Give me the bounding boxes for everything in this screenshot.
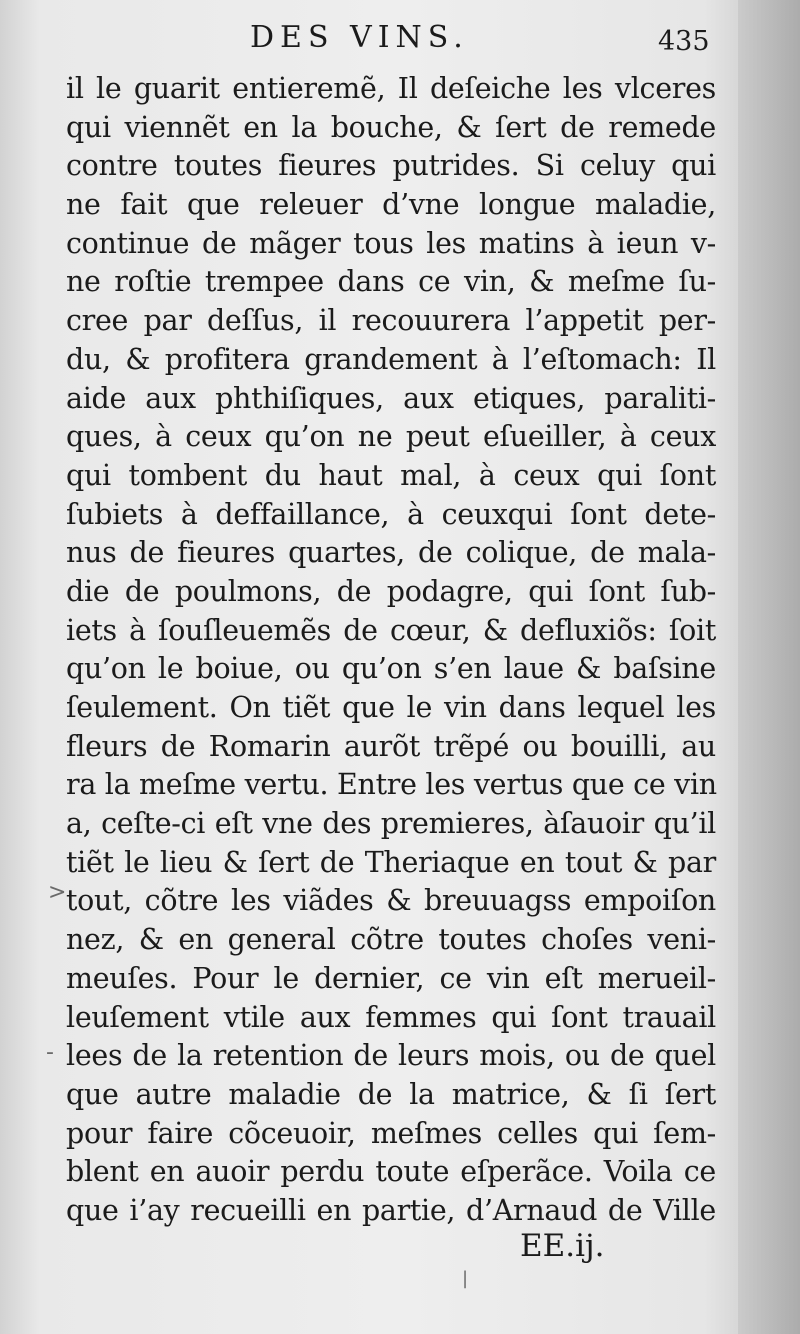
margin-mark: > — [48, 880, 67, 905]
page-number: 435 — [658, 26, 710, 57]
margin-mark: | — [462, 1268, 469, 1289]
text-line: qu’on le boiue, ou qu’on s’en laue & baſsine — [66, 652, 716, 686]
text-line: a, ceſte-ci eſt vne des premieres, àſauoir qu’il — [66, 807, 716, 841]
text-line: que autre maladie de la matrice, & ſi ſert — [66, 1077, 716, 1111]
text-line: leuſement vtile aux femmes qui ſont trauail — [66, 1000, 716, 1034]
text-line: tiẽt le lieu & ſert de Theriaque en tout & par — [66, 845, 716, 879]
text-line: iets à ſouſleuemẽs de cœur, & defluxiõs: ſoit — [66, 613, 716, 647]
text-line: ſeulement. On tiẽt que le vin dans lequel les — [66, 691, 716, 724]
body-text — [66, 70, 716, 1231]
text-line: pour faire cõceuoir, meſmes celles qui ſem- — [66, 1116, 716, 1150]
text-line: ne fait que releuer d’vne longue maladie, — [66, 188, 716, 222]
page-edge-shadow — [738, 0, 800, 1334]
text-line: qui tombent du haut mal, à ceux qui ſont — [66, 458, 716, 492]
text-line: contre toutes fieures putrides. Si celuy qui — [66, 149, 716, 183]
margin-mark: - — [46, 1040, 54, 1065]
text-line: nus de fieures quartes, de colique, de mala- — [66, 536, 716, 570]
signature-mark: EE.ij. — [520, 1228, 605, 1264]
text-line: meuſes. Pour le dernier, ce vin eſt merueil- — [66, 961, 716, 995]
text-line: continue de mãger tous les matins à ieun v- — [66, 226, 716, 260]
text-line: il le guarit entieremẽ, Il deſeiche les vlceres — [66, 72, 716, 105]
text-line: ſubiets à deffaillance, à ceuxqui ſont dete- — [66, 497, 716, 531]
running-head: DES VINS. — [250, 20, 469, 55]
text-line: du, & profitera grandement à l’eſtomach: Il — [66, 342, 716, 376]
text-line: ques, à ceux qu’on ne peut eſueiller, à ceux — [66, 420, 716, 454]
text-line: ra la meſme vertu. Entre les vertus que ce vin — [66, 768, 717, 802]
text-line: fleurs de Romarin aurõt trẽpé ou bouilli, au — [66, 729, 716, 763]
text-line: blent en auoir perdu toute eſperãce. Voila ce — [66, 1155, 716, 1189]
text-line: lees de la retention de leurs mois, ou de quel — [66, 1039, 716, 1073]
text-line: que i’ay recueilli en partie, d’Arnaud de Ville — [66, 1193, 716, 1227]
text-line: die de poulmons, de podagre, qui ſont ſub- — [66, 574, 716, 608]
text-line: tout, cõtre les viãdes & breuuagss empoiſon — [66, 884, 716, 918]
text-line: qui viennẽt en la bouche, & ſert de remede — [66, 110, 716, 144]
text-line: aide aux phthiſiques, aux etiques, paraliti- — [66, 381, 716, 415]
text-line: nez, & en general cõtre toutes choſes veni- — [66, 923, 716, 957]
text-line: ne roſtie trempee dans ce vin, & meſme ſu- — [66, 265, 716, 299]
text-line: cree par deſſus, il recouurera l’appetit per- — [66, 304, 716, 338]
